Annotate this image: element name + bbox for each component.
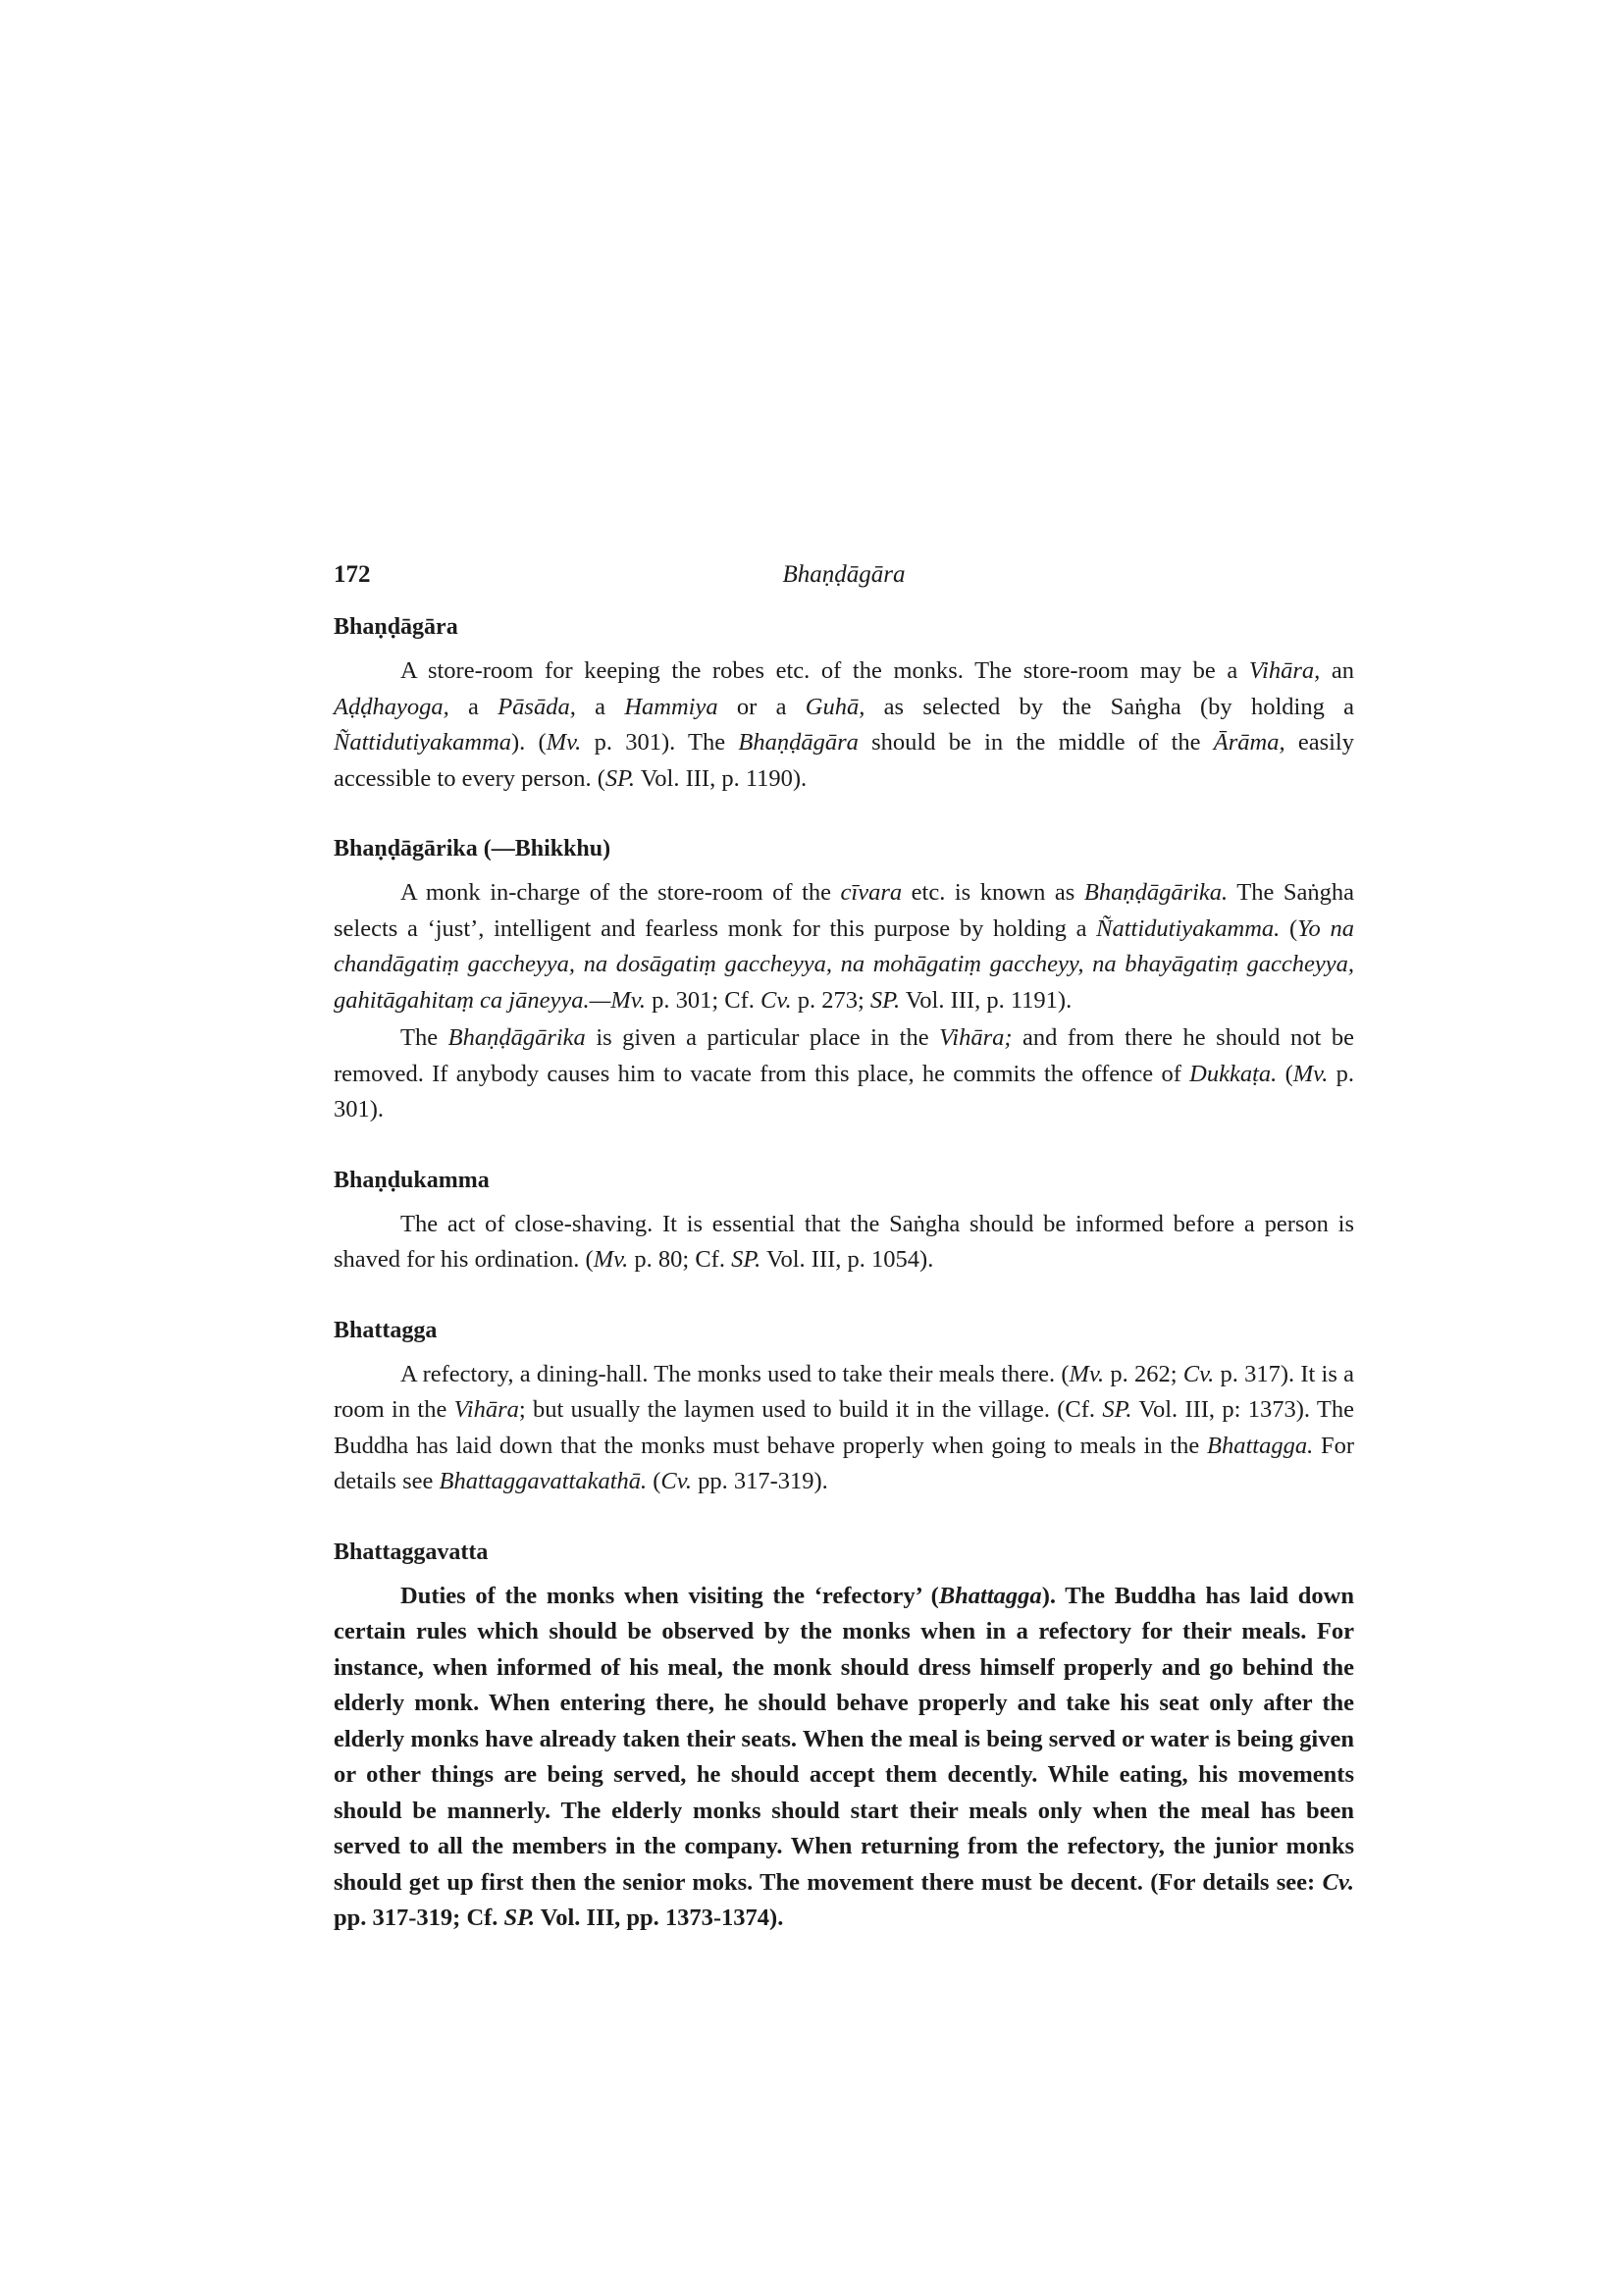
entry-paragraph: The Bhaṇḍāgārika is given a particular place in the Vihāra; and from there he should not be removed. If anybody causes him to vacate from this place, he commits the offence of Dukkaṭa. (Mv. p. 301). <box>334 1024 1355 1122</box>
entry-paragraph: A store-room for keeping the robes etc. of the monks. The store-room may be a Vihāra, an Aḍḍhayoga, a Pāsāda, a Hammiya or a Guhā, as selected by the Saṅgha (by holding a Ñattidutiyakamma). (Mv. p. 301). The Bhaṇḍāgāra should be in the middle of the Ārāma, easily accessible to every person. (SP. Vol. III, p. 1190). <box>334 657 1354 792</box>
entry-bhandukamma <box>334 1164 1354 1278</box>
entry-title: Bhattagga <box>334 1317 438 1343</box>
entry-bhattaggavatta <box>334 1536 1354 1937</box>
entry-bhandagarika <box>334 832 1354 1128</box>
page-number: 172 <box>334 561 371 588</box>
entry-title: Bhaṇḍāgāra <box>334 614 458 640</box>
entry-paragraph: The act of close-shaving. It is essential that the Saṅgha should be informed before a person is shaved for his ordination. (Mv. p. 80; Cf. SP. Vol. III, p. 1054). <box>334 1210 1354 1273</box>
running-head <box>334 561 1354 600</box>
entry-paragraph: A refectory, a dining-hall. The monks used to take their meals there. (Mv. p. 262; Cv. p. 317). It is a room in the Vihāra; but usually the laymen used to build it in the village. (Cf. SP. Vol. III, p: 1373). The Buddha has laid down that the monks must behave properly when going to meals in the Bhattagga. For details see Bhattaggavattakathā. (Cv. pp. 317-319). <box>334 1360 1354 1494</box>
entry-bhattagga <box>334 1314 1354 1500</box>
running-title: Bhaṇḍāgāra <box>782 561 906 588</box>
entry-bhandagara <box>334 610 1354 797</box>
entry-title: Bhattaggavatta <box>334 1539 489 1565</box>
entry-title: Bhaṇḍāgārika (—Bhikkhu) <box>334 836 611 861</box>
entry-paragraph: Duties of the monks when visiting the ‘refectory’ (Bhattagga). The Buddha has laid down certain rules which should be observed by the monks when in a refectory for their meals. For instance, when informed of his meal, the monk should dress himself properly and go behind the elderly monk. When entering there, he should behave properly and take his seat only after the elderly monks have already taken their seats. When the meal is being served or water is being given or other things are being served, he should accept them decently. While eating, his movements should be mannerly. The elderly monks should start their meals only when the meal has been served to all the members in the company. When returning from the refectory, the junior monks should get up first then the senior moks. The movement there must be decent. (For details see: Cv. pp. 317-319; Cf. SP. Vol. III, pp. 1373-1374). <box>334 1582 1355 1931</box>
entry-title: Bhaṇḍukamma <box>334 1167 490 1193</box>
document-page <box>334 561 1354 1972</box>
entry-paragraph: A monk in-charge of the store-room of the cīvara etc. is known as Bhaṇḍāgārika. The Saṅgha selects a ‘just’, intelligent and fearless monk for this purpose by holding a Ñattidutiyakamma. (Yo na chandāgatiṃ gaccheyya, na dosāgatiṃ gaccheyya, na mohāgatiṃ gaccheyy, na bhayāgatiṃ gaccheyya, gahitāgahitaṃ ca jāneyya.—Mv. p. 301; Cf. Cv. p. 273; SP. Vol. III, p. 1191). <box>334 879 1354 1014</box>
